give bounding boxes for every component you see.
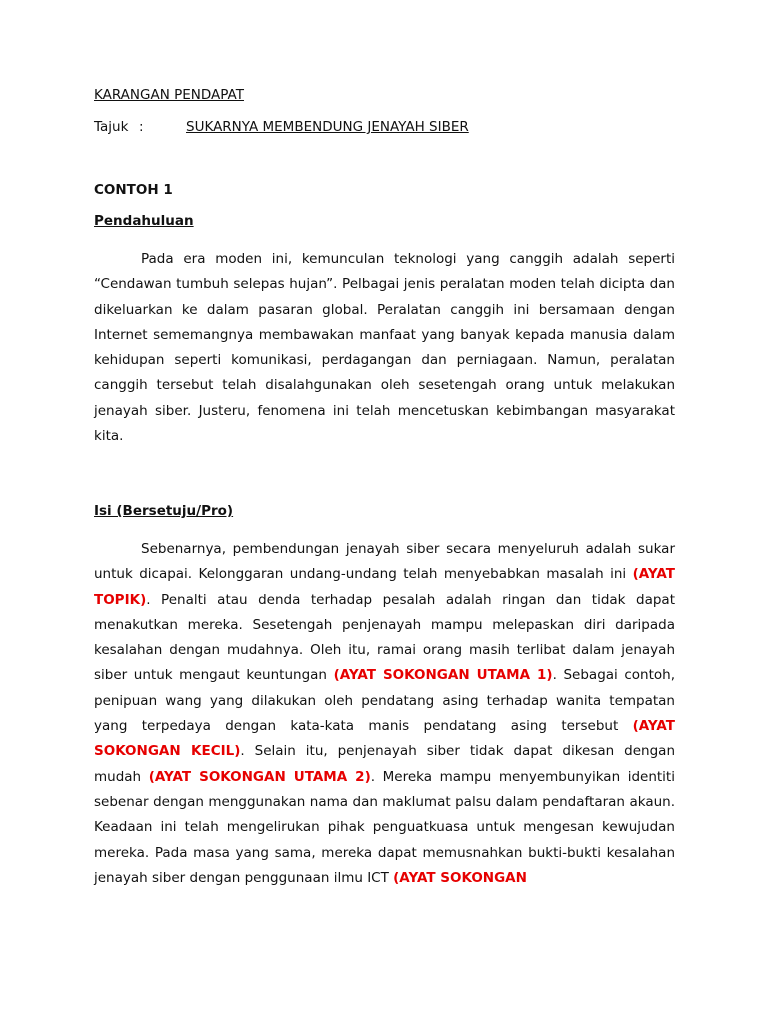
tajuk-label: Tajuk <box>94 119 129 135</box>
ayat-sokongan-kecil-label: (AYAT SOKONGAN KECIL) <box>94 718 675 760</box>
body-text-2: . Penalti atau denda terhadap pesalah adalah ringan dan tidak dapat menakutkan mereka. Sesetengah penjenayah mampu melepaskan diri daripada kesalahan dengan mudahnya. Oleh itu, ramai orang masih terlibat dalam jenayah siber untuk mengaut keuntungan <box>94 591 675 684</box>
intro-paragraph <box>94 247 675 449</box>
ayat-topik-label: (AYAT TOPIK) <box>94 566 675 608</box>
document-heading: KARANGAN PENDAPAT <box>94 87 244 103</box>
body-heading: Isi (Bersetuju/Pro) <box>94 503 234 519</box>
body-paragraph <box>94 537 675 891</box>
intro-text: Pada era moden ini, kemunculan teknologi yang canggih adalah seperti “Cendawan tumbuh selepas hujan”. Pelbagai jenis peralatan moden telah dicipta dan dikeluarkan ke dalam pasaran global. Peralatan canggih ini bersamaan dengan Internet sememangnya membawakan manfaat yang banyak kepada manusia dalam kehidupan seperti komunikasi, perdagangan dan perniagaan. Namun, peralatan canggih tersebut telah disalahgunakan oleh sesetengah orang untuk melakukan jenayah siber. Justeru, fenomena ini telah mencetuskan kebimbangan masyarakat kita. <box>94 251 675 445</box>
ayat-sokongan-utama-2-label: (AYAT SOKONGAN UTAMA 2) <box>148 768 371 785</box>
intro-heading: Pendahuluan <box>94 213 194 229</box>
tajuk-separator: : <box>139 119 144 135</box>
body-text-3: . Sebagai contoh, penipuan wang yang dilakukan oleh pendatang asing terhadap wanita tempatan yang terpedaya dengan kata-kata manis pendatang asing tersebut <box>94 667 675 735</box>
body-text-1: Sebenarnya, pembendungan jenayah siber secara menyeluruh adalah sukar untuk dicapai. Kelonggaran undang-undang telah menyebabkan masalah ini <box>94 541 675 583</box>
ayat-sokongan-label: (AYAT SOKONGAN <box>393 869 527 886</box>
body-text-4: . Selain itu, penjenayah siber tidak dapat dikesan dengan mudah <box>94 743 675 785</box>
example-label: CONTOH 1 <box>94 182 173 198</box>
ayat-sokongan-utama-1-label: (AYAT SOKONGAN UTAMA 1) <box>333 667 553 684</box>
tajuk-value: SUKARNYA MEMBENDUNG JENAYAH SIBER <box>186 119 469 135</box>
body-text-5: . Mereka mampu menyembunyikan identiti sebenar dengan menggunakan nama dan maklumat palsu dalam pendaftaran akaun. Keadaan ini telah mengelirukan pihak penguatkuasa untuk mengesan kewujudan mereka. Pada masa yang sama, mereka dapat memusnahkan bukti-bukti kesalahan jenayah siber dengan penggunaan ilmu ICT <box>94 768 675 886</box>
